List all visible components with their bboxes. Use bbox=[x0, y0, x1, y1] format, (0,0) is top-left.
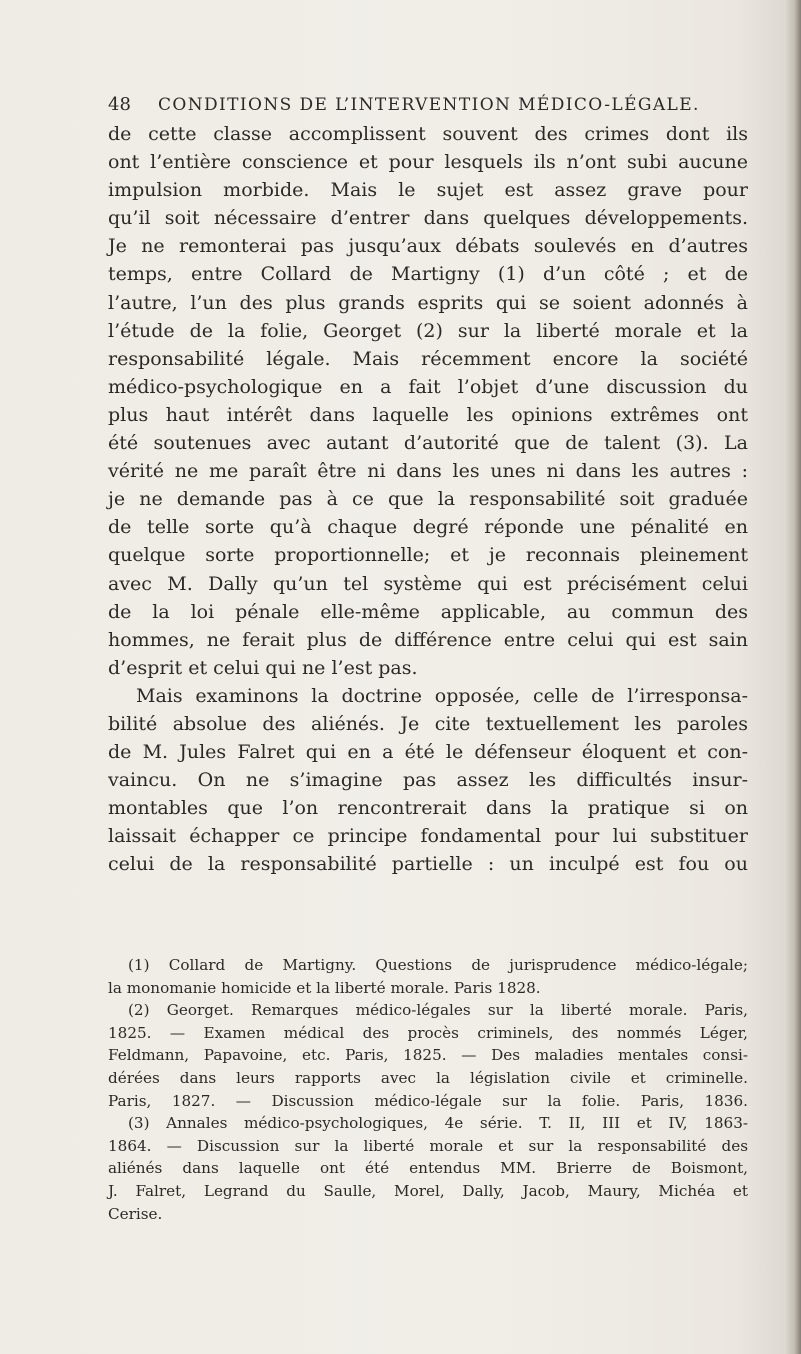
footnote-line: 1864. — Discussion sur la liberté morale et sur la responsabilité des bbox=[108, 1136, 748, 1155]
main-text bbox=[108, 120, 748, 879]
footnote-line: dérées dans leurs rapports avec la législation civile et criminelle. bbox=[108, 1068, 748, 1087]
text-line: de cette classe accomplissent souvent des crimes dont ils bbox=[108, 123, 748, 145]
footnote-line: 1825. — Examen médical des procès criminels, des nommés Léger, bbox=[108, 1023, 748, 1042]
footnote-line: Paris, 1827. — Discussion médico-légale sur la folie. Paris, 1836. bbox=[108, 1091, 748, 1110]
text-line: de la loi pénale elle-même applicable, au commun des bbox=[108, 600, 748, 623]
page-number: 48 bbox=[108, 94, 131, 115]
text-line: ont l’entière conscience et pour lesquels ils n’ont subi aucune bbox=[108, 151, 748, 174]
running-header bbox=[108, 94, 748, 115]
text-line: vérité ne me paraît être ni dans les unes ni dans les autres : bbox=[108, 460, 748, 483]
text-line: Mais examinons la doctrine opposée, celle de l’irresponsa- bbox=[136, 684, 748, 707]
text-line: de M. Jules Falret qui en a été le défenseur éloquent et con- bbox=[108, 741, 748, 764]
running-title: CONDITIONS DE L’INTERVENTION MÉDICO-LÉGALE. bbox=[158, 95, 700, 115]
footnotes bbox=[108, 954, 748, 1225]
text-line: impulsion morbide. Mais le sujet est assez grave pour bbox=[108, 179, 748, 202]
text-line: été soutenues avec autant d’autorité que de talent (3). La bbox=[108, 432, 748, 455]
footnote-line: (3) Annales médico-psychologiques, 4e série. T. II, III et IV, 1863- bbox=[128, 1114, 748, 1133]
footnote-line: aliénés dans laquelle ont été entendus MM. Brierre de Boismont, bbox=[108, 1159, 748, 1178]
text-line: montables que l’on rencontrerait dans la pratique si on bbox=[108, 797, 748, 820]
text-line: responsabilité légale. Mais récemment encore la société bbox=[108, 347, 748, 370]
text-line: d’esprit et celui qui ne l’est pas. bbox=[108, 656, 418, 679]
footnote-line: la monomanie homicide et la liberté morale. Paris 1828. bbox=[108, 978, 541, 997]
footnote-line: Cerise. bbox=[108, 1204, 163, 1223]
text-line: médico-psychologique en a fait l’objet d’une discussion du bbox=[108, 375, 748, 398]
text-line: laissait échapper ce principe fondamental pour lui substituer bbox=[108, 825, 748, 848]
text-line: l’étude de la folie, Georget (2) sur la liberté morale et la bbox=[108, 319, 748, 342]
text-line: je ne demande pas à ce que la responsabilité soit graduée bbox=[108, 488, 748, 511]
footnote-line: (1) Collard de Martigny. Questions de jurisprudence médico-légale; bbox=[128, 956, 748, 974]
footnote-line: J. Falret, Legrand du Saulle, Morel, Dally, Jacob, Maury, Michéa et bbox=[108, 1181, 748, 1200]
text-line: l’autre, l’un des plus grands esprits qui se soient adonnés à bbox=[108, 291, 748, 314]
page-edge-shadow bbox=[785, 0, 801, 1354]
text-line: hommes, ne ferait plus de différence entre celui qui est sain bbox=[108, 628, 748, 651]
footnote-line: Feldmann, Papavoine, etc. Paris, 1825. — Des maladies mentales consi- bbox=[108, 1046, 748, 1065]
text-line: de telle sorte qu’à chaque degré réponde une pénalité en bbox=[108, 516, 748, 539]
text-line: plus haut intérêt dans laquelle les opinions extrêmes ont bbox=[108, 403, 748, 426]
footnote-line: (2) Georget. Remarques médico-légales sur la liberté morale. Paris, bbox=[128, 1001, 748, 1020]
text-line: Je ne remonterai pas jusqu’aux débats soulevés en d’autres bbox=[108, 235, 748, 258]
text-line: qu’il soit nécessaire d’entrer dans quelques développements. bbox=[108, 207, 748, 230]
text-line: vaincu. On ne s’imagine pas assez les difficultés insur- bbox=[108, 769, 748, 792]
text-line: quelque sorte proportionnelle; et je reconnais pleinement bbox=[108, 544, 748, 567]
text-line: bilité absolue des aliénés. Je cite textuellement les paroles bbox=[108, 712, 748, 735]
text-line: celui de la responsabilité partielle : un inculpé est fou ou bbox=[108, 853, 748, 876]
text-line: temps, entre Collard de Martigny (1) d’un côté ; et de bbox=[108, 263, 748, 286]
text-line: avec M. Dally qu’un tel système qui est précisément celui bbox=[108, 572, 748, 595]
